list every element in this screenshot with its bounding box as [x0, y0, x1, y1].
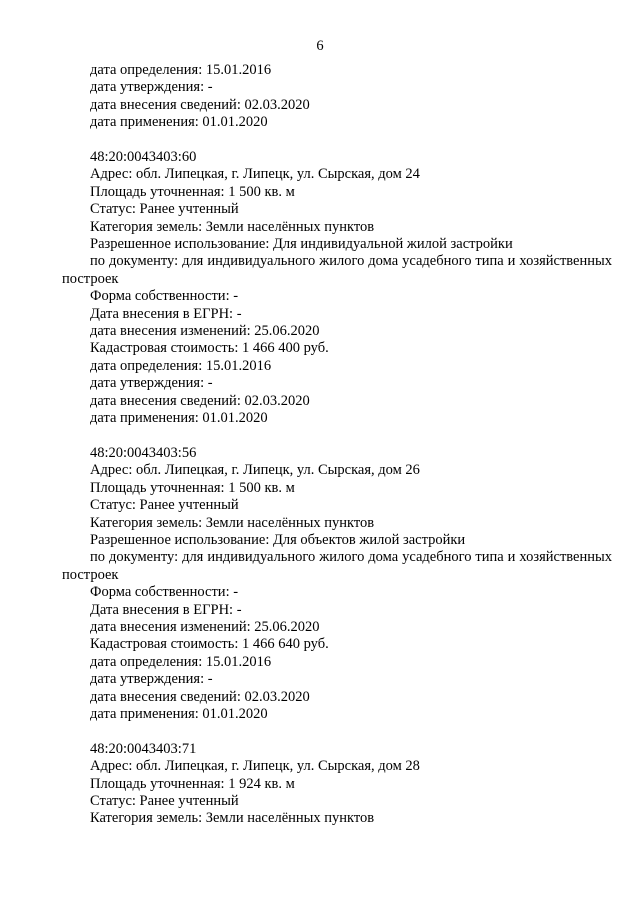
page-number: 6: [316, 38, 324, 54]
by-document: по документу: для индивидуального жилого дома усадебного типа и хозяйственных построек: [62, 253, 612, 287]
parcel-status: Статус: Ранее учтенный: [90, 497, 239, 514]
ownership-form: Форма собственности: -: [90, 584, 239, 601]
permitted-use: Разрешенное использование: Для индивидуальной жилой застройки: [90, 236, 513, 253]
intro-block: [62, 62, 612, 132]
changes-date: дата внесения изменений: 25.06.2020: [90, 618, 320, 635]
info-entry-date: дата внесения сведений: 02.03.2020: [90, 392, 310, 409]
parcel-record: [62, 741, 612, 828]
page-content: [62, 62, 612, 828]
parcel-record: [62, 445, 612, 724]
spacer: [62, 428, 612, 445]
by-document: по документу: для индивидуального жилого дома усадебного типа и хозяйственных построек: [62, 549, 612, 583]
parcel-address: Адрес: обл. Липецкая, г. Липецк, ул. Сырская, дом 28: [90, 758, 420, 775]
parcel-area: Площадь уточненная: 1 500 кв. м: [90, 479, 295, 496]
determination-date: дата определения: 15.01.2016: [90, 62, 272, 78]
cadastral-value: Кадастровая стоимость: 1 466 400 руб.: [90, 340, 329, 357]
land-category: Категория земель: Земли населённых пунктов: [90, 810, 375, 827]
land-category: Категория земель: Земли населённых пунктов: [90, 218, 375, 235]
parcel-status: Статус: Ранее учтенный: [90, 793, 239, 810]
info-entry-date: дата внесения сведений: 02.03.2020: [90, 688, 310, 705]
info-entry-date: дата внесения сведений: 02.03.2020: [90, 96, 310, 113]
land-category: Категория земель: Земли населённых пунктов: [90, 514, 375, 531]
cadastral-number: 48:20:0043403:56: [90, 444, 197, 461]
determination-date: дата определения: 15.01.2016: [90, 653, 272, 670]
permitted-use: Разрешенное использование: Для объектов жилой застройки: [90, 531, 466, 548]
changes-date: дата внесения изменений: 25.06.2020: [90, 323, 320, 340]
cadastral-value: Кадастровая стоимость: 1 466 640 руб.: [90, 636, 329, 653]
parcel-area: Площадь уточненная: 1 924 кв. м: [90, 775, 295, 792]
approval-date: дата утверждения: -: [90, 671, 213, 688]
spacer: [62, 132, 612, 149]
approval-date: дата утверждения: -: [90, 79, 213, 96]
cadastral-number: 48:20:0043403:71: [90, 740, 197, 757]
application-date: дата применения: 01.01.2020: [90, 410, 268, 427]
egrn-entry-date: Дата внесения в ЕГРН: -: [90, 305, 242, 322]
parcel-area: Площадь уточненная: 1 500 кв. м: [90, 183, 295, 200]
parcel-address: Адрес: обл. Липецкая, г. Липецк, ул. Сырская, дом 24: [90, 166, 420, 183]
application-date: дата применения: 01.01.2020: [90, 114, 268, 131]
parcel-record: [62, 149, 612, 428]
egrn-entry-date: Дата внесения в ЕГРН: -: [90, 601, 242, 618]
ownership-form: Форма собственности: -: [90, 288, 239, 305]
parcel-status: Статус: Ранее учтенный: [90, 201, 239, 218]
parcel-address: Адрес: обл. Липецкая, г. Липецк, ул. Сырская, дом 26: [90, 462, 420, 479]
application-date: дата применения: 01.01.2020: [90, 706, 268, 722]
determination-date: дата определения: 15.01.2016: [90, 357, 272, 374]
spacer: [62, 723, 612, 740]
approval-date: дата утверждения: -: [90, 375, 213, 392]
cadastral-number: 48:20:0043403:60: [90, 149, 197, 166]
